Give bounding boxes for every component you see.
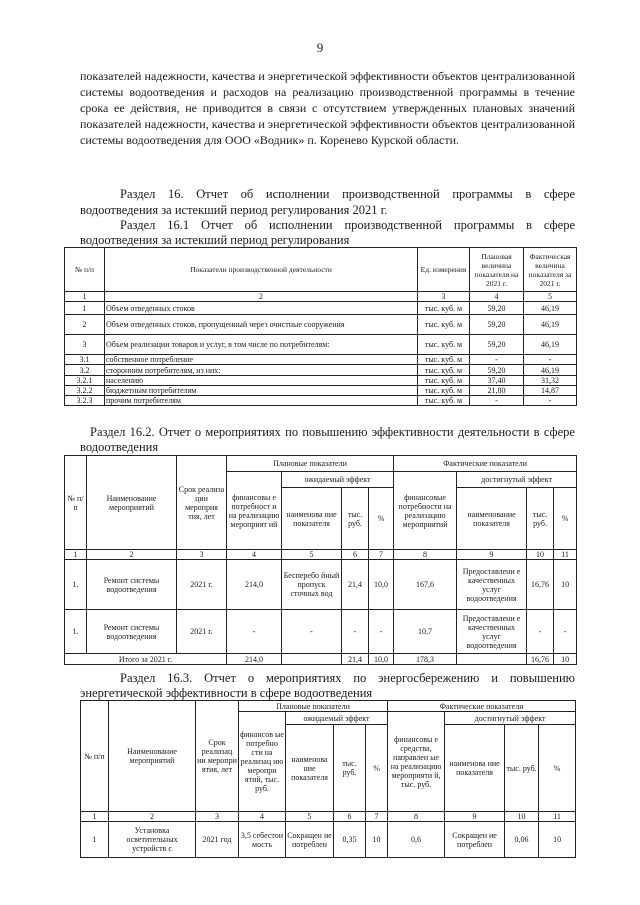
table-header: Ед. измерения	[418, 248, 470, 292]
table-header: Фактическая величина показателя за 2021 г.	[524, 248, 577, 292]
column-number: 3	[196, 812, 239, 822]
cell: 46,19	[524, 315, 577, 335]
cell: -	[524, 396, 577, 406]
column-number: 5	[524, 292, 577, 302]
cell: тыс. куб. м	[418, 376, 470, 386]
table-row	[65, 355, 577, 365]
cell: 2021 год	[196, 822, 239, 858]
table-header: ожидаемый эффект	[286, 712, 388, 725]
cell: 0,6	[388, 822, 445, 858]
cell: 16,76	[527, 654, 554, 665]
cell: тыс. куб. м	[418, 355, 470, 365]
cell: 37,40	[470, 376, 524, 386]
cell: 178,3	[394, 654, 457, 665]
cell: Установка осветительных устройств с	[109, 822, 196, 858]
cell: 10,7	[394, 610, 457, 654]
section-16-3-title: Раздел 16.3. Отчет о мероприятиях по энергосбережению и повышению энергетической эффективности в сфере водоотведения	[80, 671, 575, 700]
cell: -	[282, 610, 342, 654]
cell: 21,80	[470, 386, 524, 396]
cell: 10	[554, 654, 577, 665]
cell: тыс. куб. м	[418, 335, 470, 355]
table-header: наименова ние показателя	[286, 725, 334, 812]
column-number: 4	[470, 292, 524, 302]
table-header: тыс. руб.	[505, 725, 539, 812]
column-number: 8	[394, 550, 457, 560]
cell: 31,32	[524, 376, 577, 386]
cell: 10	[554, 560, 577, 610]
column-number: 6	[334, 812, 366, 822]
cell: 1.	[65, 610, 87, 654]
table-header: № п/п	[81, 701, 109, 812]
table-row	[65, 396, 577, 406]
cell: 214,0	[227, 560, 282, 610]
cell: Сокращен ие потреблен	[445, 822, 505, 858]
cell: 2	[65, 315, 105, 335]
cell	[282, 654, 342, 665]
table-header: тыс. руб.	[342, 488, 369, 550]
cell: Сокращен ие потреблен	[286, 822, 334, 858]
table-header: достигнутый эффект	[457, 472, 577, 488]
table-header: достигнутый эффект	[445, 712, 576, 725]
table-header: № п/ п	[65, 456, 87, 550]
cell: сторонним потребителям, из них:	[105, 365, 418, 376]
section-16-title: Раздел 16. Отчет об исполнении производственной программы в сфере водоотведения за истекший период регулирования 2021 г.	[80, 187, 575, 217]
intro-paragraph: показателей надежности, качества и энергетической эффективности объектов централизованной системы водоотведения и расходов на реализацию производственной программы в течение срока ее действия, не приводится в связи с отсутствием утвержденных плановых значений показателей надежности, качества и энергетической эффективности объектов централизованной системы водоотведения для ООО «Водник» п. Коренево Курской области.	[80, 69, 575, 147]
table-header: тыс. руб.	[334, 725, 366, 812]
cell: 0,35	[334, 822, 366, 858]
cell: -	[554, 610, 577, 654]
column-number: 1	[81, 812, 109, 822]
cell: Бесперебо йный пропуск сточных вод	[282, 560, 342, 610]
cell: тыс. куб. м	[418, 365, 470, 376]
section-16-1-title: Раздел 16.1 Отчет об исполнении производственной программы в сфере водоотведения за истекший период регулирования	[80, 218, 575, 247]
column-number: 9	[445, 812, 505, 822]
table-header: %	[554, 488, 577, 550]
table-header: %	[539, 725, 576, 812]
table-header: Фактические показатели	[394, 456, 577, 472]
table-header: наименова ние показателя	[282, 488, 342, 550]
column-number: 5	[282, 550, 342, 560]
cell: 0,06	[505, 822, 539, 858]
cell: Итого за 2021 г.	[65, 654, 227, 665]
cell: 167,6	[394, 560, 457, 610]
table-row	[65, 315, 577, 335]
cell: 1.	[65, 560, 87, 610]
table-header: Плановые показатели	[227, 456, 394, 472]
cell: населению	[105, 376, 418, 386]
cell: -	[369, 610, 394, 654]
column-number: 5	[286, 812, 334, 822]
table-header: %	[366, 725, 388, 812]
page-number: 9	[316, 40, 324, 55]
column-number: 10	[505, 812, 539, 822]
table-header: ожидаемый эффект	[282, 472, 394, 488]
table-row	[65, 560, 577, 610]
cell: 10,0	[369, 560, 394, 610]
column-number: 10	[527, 550, 554, 560]
table-header: финансовы е потребност и на реализацию мероприят ий	[227, 472, 282, 550]
cell: Объем отведенных стоков	[105, 302, 418, 315]
table-header: тыс. руб.	[527, 488, 554, 550]
cell: -	[227, 610, 282, 654]
cell: -	[527, 610, 554, 654]
cell: Предоставлени е качественных услуг водоотведения	[457, 560, 527, 610]
table-header: Наименование мероприятий	[87, 456, 177, 550]
cell: 3.2	[65, 365, 105, 376]
column-number: 7	[369, 550, 394, 560]
cell: Ремонт системы водоотведения	[87, 610, 177, 654]
column-number: 3	[418, 292, 470, 302]
cell: 1	[65, 302, 105, 315]
cell: 3.2.2	[65, 386, 105, 396]
cell: тыс. куб. м	[418, 386, 470, 396]
column-number: 2	[109, 812, 196, 822]
table-16-3	[80, 700, 576, 858]
column-number: 9	[457, 550, 527, 560]
cell: 3.1	[65, 355, 105, 365]
table-header: Показатели производственной деятельности	[105, 248, 418, 292]
table-16-2	[64, 455, 577, 665]
column-number: 2	[105, 292, 418, 302]
cell: 214,0	[227, 654, 282, 665]
cell: 10,0	[369, 654, 394, 665]
cell: тыс. куб. м	[418, 396, 470, 406]
column-number: 7	[366, 812, 388, 822]
cell: 3.2.1	[65, 376, 105, 386]
cell: 46,19	[524, 335, 577, 355]
table-header: Наименование мероприятий	[109, 701, 196, 812]
table-header: наименова ние показателя	[445, 725, 505, 812]
cell: 2021 г.	[177, 610, 227, 654]
cell: собственное потребление	[105, 355, 418, 365]
cell: 3	[65, 335, 105, 355]
cell: тыс. куб. м	[418, 315, 470, 335]
cell: 3,5 себестои мость	[239, 822, 286, 858]
cell: -	[342, 610, 369, 654]
column-number: 1	[65, 292, 105, 302]
column-number: 8	[388, 812, 445, 822]
table-row	[65, 610, 577, 654]
cell: 3.2.3	[65, 396, 105, 406]
cell: прочим потребителям	[105, 396, 418, 406]
cell: 2021 г.	[177, 560, 227, 610]
cell: -	[524, 355, 577, 365]
table-header: Плановая величина показателя на 2021 г.	[470, 248, 524, 292]
cell: 59,20	[470, 315, 524, 335]
table-row	[65, 386, 577, 396]
cell: 14,87	[524, 386, 577, 396]
cell: -	[470, 396, 524, 406]
cell: Ремонт системы водоотведения	[87, 560, 177, 610]
cell: 46,19	[524, 302, 577, 315]
table-row	[65, 365, 577, 376]
cell: -	[470, 355, 524, 365]
table-row	[65, 302, 577, 315]
cell: 59,20	[470, 302, 524, 315]
table-header: Фактические показатели	[388, 701, 576, 712]
table-header: Плановые показатели	[239, 701, 388, 712]
cell: Предоставлени е качественных услуг водоотведения	[457, 610, 527, 654]
table-header: Срок реализац ии меропри ятия, лет	[196, 701, 239, 812]
cell: 10	[539, 822, 576, 858]
table-row	[81, 822, 576, 858]
cell: Объем отведенных стоков, пропущенный через очистные сооружения	[105, 315, 418, 335]
column-number: 11	[539, 812, 576, 822]
column-number: 2	[87, 550, 177, 560]
cell	[457, 654, 527, 665]
column-number: 1	[65, 550, 87, 560]
cell: 46,19	[524, 365, 577, 376]
cell: тыс. куб. м	[418, 302, 470, 315]
column-number: 11	[554, 550, 577, 560]
table-header: Срок реализа ции мероприя тия, лет	[177, 456, 227, 550]
cell: 1	[81, 822, 109, 858]
table-16-1	[64, 247, 577, 406]
table-header: финансовы е средства, направлен ые на реализацию мероприяти й, тыс. руб.	[388, 712, 445, 812]
table-header: финансовые потребности на реализацию мероприятий	[394, 472, 457, 550]
section-16-2-title: Раздел 16.2. Отчет о мероприятиях по повышению эффективности деятельности в сфере водоотведения	[80, 425, 575, 454]
cell: 16,76	[527, 560, 554, 610]
cell: 59,20	[470, 335, 524, 355]
table-total-row	[65, 654, 577, 665]
table-header: финансов ые потребно сти на реализац ию меропри ятий, тыс. руб.	[239, 712, 286, 812]
column-number: 4	[239, 812, 286, 822]
table-header: %	[369, 488, 394, 550]
cell: Объем реализации товаров и услуг, в том числе по потребителям:	[105, 335, 418, 355]
cell: 10	[366, 822, 388, 858]
table-row	[65, 335, 577, 355]
cell: бюджетным потребителям	[105, 386, 418, 396]
column-number: 3	[177, 550, 227, 560]
table-row	[65, 376, 577, 386]
cell: 21,4	[342, 654, 369, 665]
column-number: 6	[342, 550, 369, 560]
table-header: наименование показателя	[457, 488, 527, 550]
cell: 59,20	[470, 365, 524, 376]
cell: 21,4	[342, 560, 369, 610]
table-header: № п/п	[65, 248, 105, 292]
column-number: 4	[227, 550, 282, 560]
